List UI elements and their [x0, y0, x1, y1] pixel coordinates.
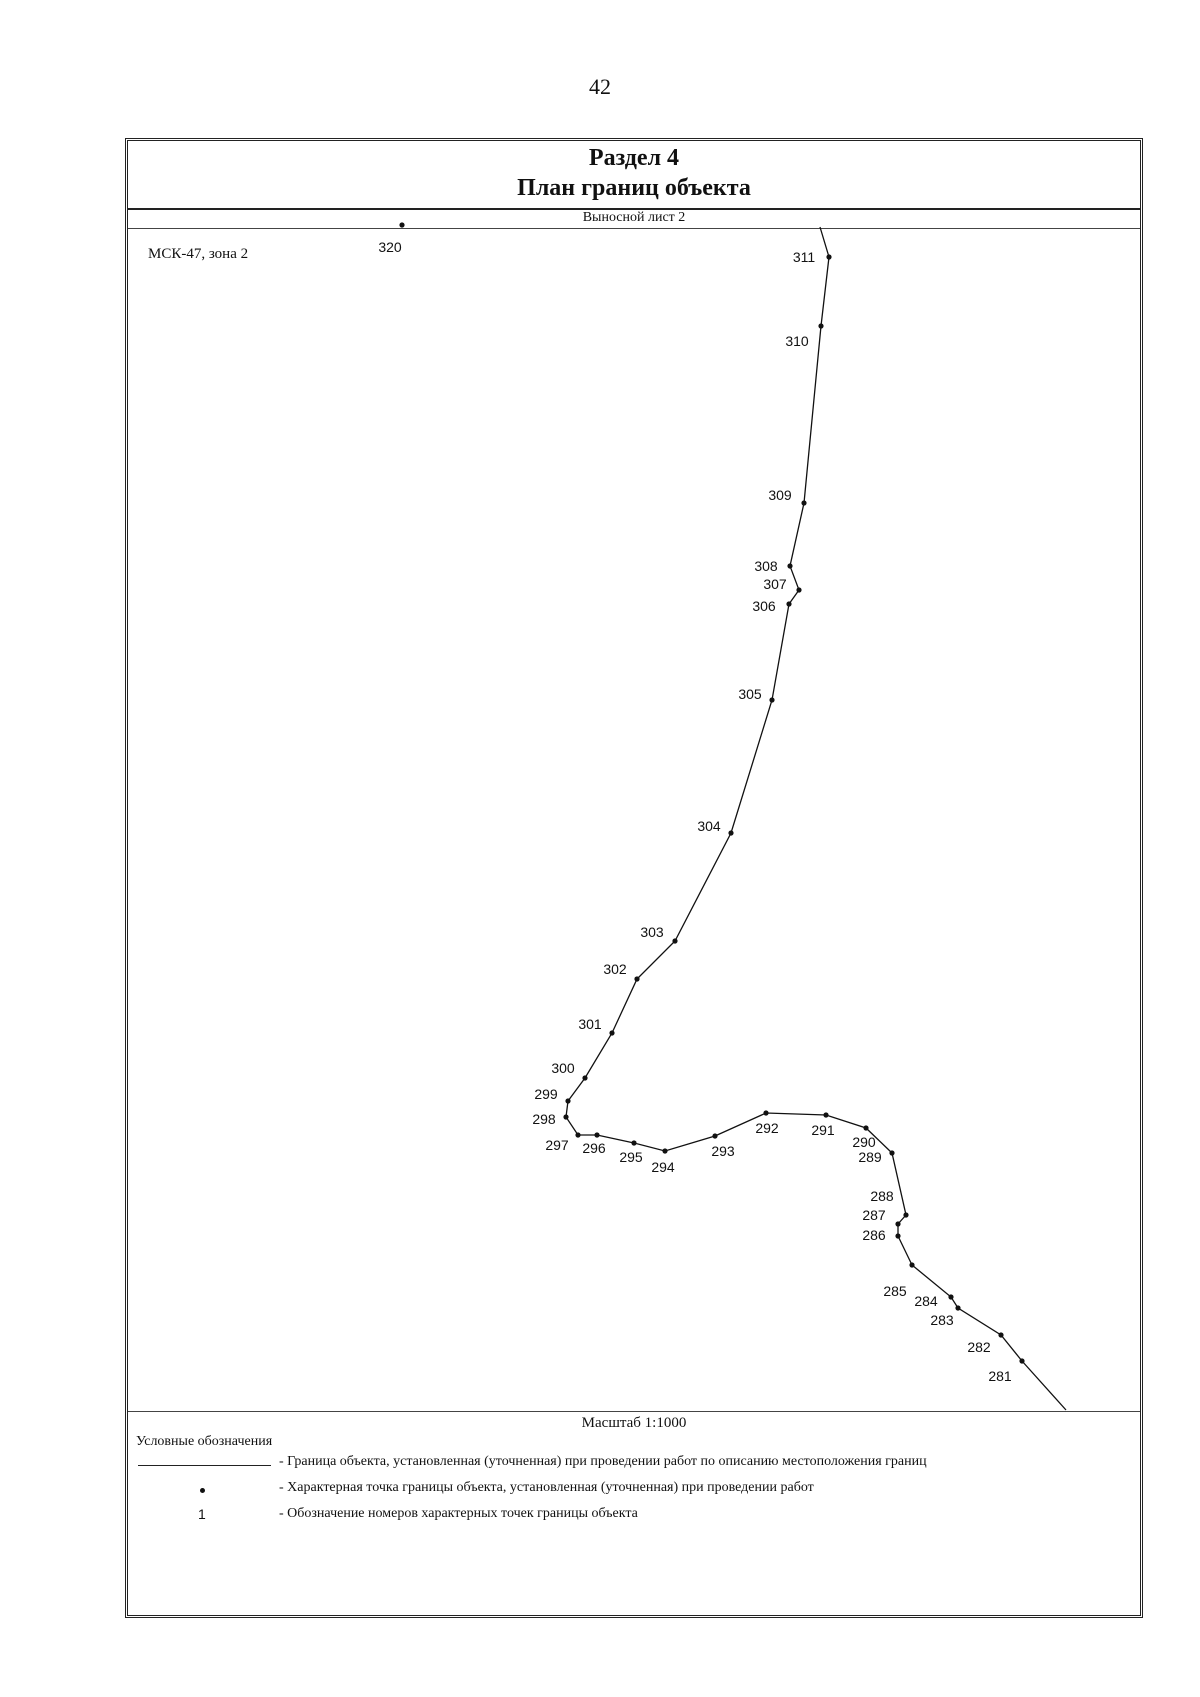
point-label-299: 299 [534, 1086, 558, 1102]
boundary-point-283 [955, 1305, 960, 1310]
boundary-line [566, 227, 1066, 1410]
point-label-287: 287 [862, 1207, 886, 1223]
point-label-306: 306 [752, 598, 776, 614]
section-subtitle: План границ объекта [517, 175, 751, 201]
boundary-point-282 [998, 1332, 1003, 1337]
boundary-point-294 [662, 1148, 667, 1153]
point-label-291: 291 [811, 1122, 835, 1138]
point-label-294: 294 [651, 1159, 675, 1175]
boundary-point-309 [801, 500, 806, 505]
point-label-301: 301 [578, 1016, 602, 1032]
boundary-point-320 [399, 222, 404, 227]
boundary-point-298 [563, 1114, 568, 1119]
point-label-297: 297 [545, 1137, 569, 1153]
point-label-307: 307 [763, 576, 787, 592]
point-label-296: 296 [582, 1140, 606, 1156]
point-label-300: 300 [551, 1060, 575, 1076]
boundary-point-308 [787, 563, 792, 568]
boundary-point-291 [823, 1112, 828, 1117]
point-label-282: 282 [967, 1339, 991, 1355]
boundary-point-297 [575, 1132, 580, 1137]
boundary-point-284 [948, 1294, 953, 1299]
boundary-point-286 [895, 1233, 900, 1238]
boundary-point-292 [763, 1110, 768, 1115]
scale-label: Масштаб 1:1000 [581, 1415, 687, 1431]
page-number: 42 [589, 74, 611, 99]
legend-title: Условные обозначения [136, 1434, 273, 1449]
point-label-290: 290 [852, 1134, 876, 1150]
boundary-point-295 [631, 1140, 636, 1145]
sheet-label: Выносной лист 2 [128, 208, 1140, 229]
boundary-point-307 [796, 587, 801, 592]
legend-text-boundary: - Граница объекта, установленная (уточненная) при проведении работ по описанию местоположения границ [279, 1454, 927, 1469]
point-label-309: 309 [768, 487, 792, 503]
points-layer [378, 222, 1024, 1384]
point-label-295: 295 [619, 1149, 643, 1165]
boundary-point-306 [786, 601, 791, 606]
boundary-point-288 [903, 1212, 908, 1217]
boundary-point-300 [582, 1075, 587, 1080]
boundary-point-310 [818, 323, 823, 328]
point-label-308: 308 [754, 558, 778, 574]
point-label-304: 304 [697, 818, 721, 834]
boundary-point-287 [895, 1221, 900, 1226]
point-label-284: 284 [914, 1293, 938, 1309]
point-label-298: 298 [532, 1111, 556, 1127]
boundary-point-296 [594, 1132, 599, 1137]
boundary-point-290 [863, 1125, 868, 1130]
point-label-289: 289 [858, 1149, 882, 1165]
point-label-292: 292 [755, 1120, 779, 1136]
point-label-288: 288 [870, 1188, 894, 1204]
point-label-302: 302 [603, 961, 627, 977]
point-label-283: 283 [930, 1312, 954, 1328]
point-label-310: 310 [785, 333, 809, 349]
point-label-286: 286 [862, 1227, 886, 1243]
point-label-293: 293 [711, 1143, 735, 1159]
point-number-symbol: 1 [198, 1506, 206, 1522]
boundary-point-293 [712, 1133, 717, 1138]
point-label-320: 320 [378, 239, 402, 255]
boundary-point-302 [634, 976, 639, 981]
legend-text-number: - Обозначение номеров характерных точек границы объекта [279, 1506, 638, 1521]
coordinate-system-label: МСК-47, зона 2 [148, 246, 249, 262]
point-label-303: 303 [640, 924, 664, 940]
boundary-point-281 [1019, 1358, 1024, 1363]
boundary-point-305 [769, 697, 774, 702]
legend-text-point: - Характерная точка границы объекта, установленная (уточненная) при проведении работ [279, 1480, 814, 1495]
boundary-point-285 [909, 1262, 914, 1267]
section-title: Раздел 4 [588, 145, 680, 171]
boundary-point-304 [728, 830, 733, 835]
point-label-285: 285 [883, 1283, 907, 1299]
point-label-311: 311 [792, 249, 816, 265]
point-label-305: 305 [738, 686, 762, 702]
boundary-point-303 [672, 938, 677, 943]
boundary-point-289 [889, 1150, 894, 1155]
boundary-point-299 [565, 1098, 570, 1103]
boundary-point-311 [826, 254, 831, 259]
boundary-point-301 [609, 1030, 614, 1035]
point-label-281: 281 [988, 1368, 1012, 1384]
